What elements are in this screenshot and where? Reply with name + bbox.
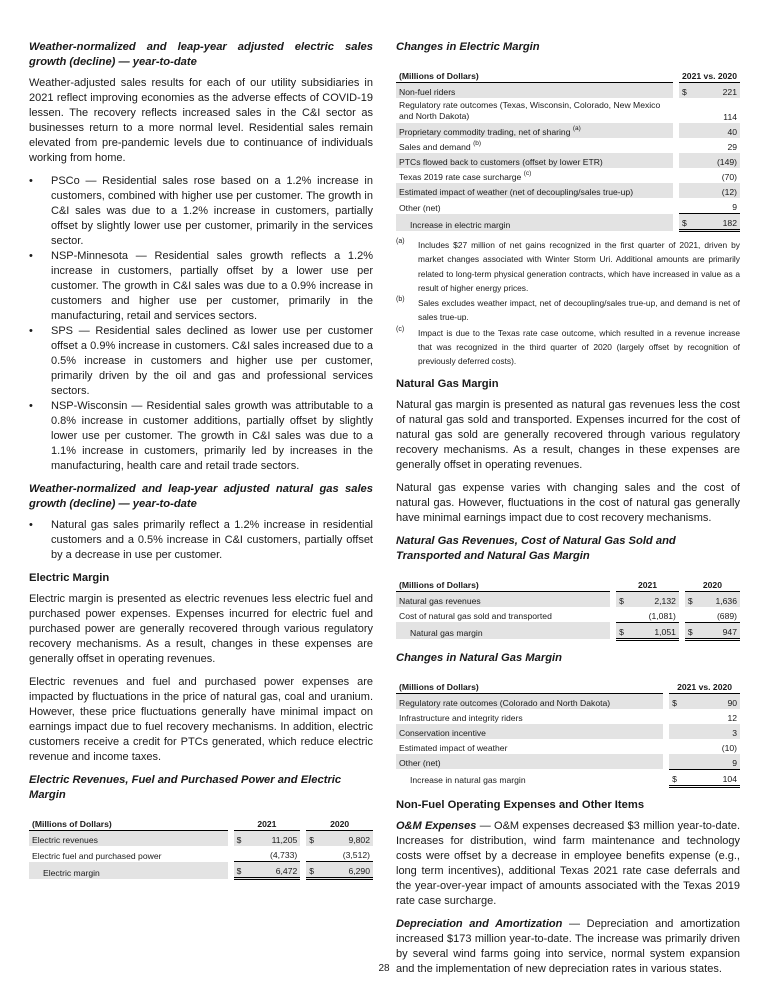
column-header-label: (Millions of Dollars) <box>29 815 228 831</box>
value-2021: 6,472 <box>252 862 301 879</box>
table-row: Electric revenues $ 11,205 $ 9,802 <box>29 831 373 847</box>
row-value: 40 <box>697 123 740 138</box>
electric-margin-heading: Electric Margin <box>29 572 110 584</box>
column-header-2021: 2021 <box>234 815 301 831</box>
value-2021: (4,733) <box>252 846 301 862</box>
row-value: 3 <box>687 724 740 739</box>
column-header-2020: 2020 <box>685 576 740 592</box>
om-expenses-para: O&M Expenses — O&M expenses decreased $3 million year-to-date. Increases for distribution, wind farm maintenance and technology costs were offset by a decrease in employee benefits expense (e.g., long term incentives), additional Texas 2021 rate case deferrals and the year-over-year impact of amounts associated with the Texas 2019 rate case surcharge. <box>396 819 740 907</box>
value-2021: 11,205 <box>252 831 301 847</box>
column-header-2020: 2020 <box>306 815 373 831</box>
table-row <box>396 709 740 724</box>
row-label: Conservation incentive <box>396 724 663 739</box>
row-label: Electric fuel and purchased power <box>32 850 162 861</box>
depreciation-para: Depreciation and Amortization — Depreciation and amortization increased $173 million year-to-date. The increase was primarily driven by several wind farms going into service, normal system expansion and the implementation of new depreciation rates in various states. <box>396 917 741 975</box>
row-label: PTCs flowed back to customers (offset by lower ETR) <box>396 153 673 168</box>
row-value: (10) <box>721 742 737 753</box>
gas-sales-bullet-list <box>29 518 373 563</box>
row-value: (12) <box>697 183 740 198</box>
table-total-row: Electric margin $ 6,472 $ 6,290 <box>29 862 373 879</box>
row-label: Other (net) <box>396 754 663 770</box>
row-label: Proprietary commodity trading, net of sharing $^{(a)}$ <box>396 123 673 138</box>
bullet-nsp-minnesota: • NSP-Minnesota — Residential sales growth reflects a 1.2% increase in customers, partially offset by a lower use per customer. The growth in C&I sales was due to a 0.9% increase in customers and higher use per customer, primarily in the manufacturing, retail and services sectors. <box>29 250 373 322</box>
table-row <box>396 138 740 153</box>
bullet-icon: • <box>29 250 33 262</box>
gas-margin-table <box>396 576 740 641</box>
table-total-row: Natural gas margin $ 1,051 $ 947 <box>396 622 740 639</box>
table-row: Natural gas revenues $ 2,132 $ 1,636 <box>396 591 740 607</box>
column-header-label: (Millions of Dollars) <box>396 576 610 592</box>
table-header-row <box>396 576 740 592</box>
table-row <box>396 198 740 214</box>
row-value: 90 <box>687 693 740 709</box>
row-value: 182 <box>697 214 740 231</box>
column-header-2021: 2021 <box>616 576 679 592</box>
om-expenses-lead: O&M Expenses <box>396 819 477 832</box>
footnote-ref-b: (b) <box>473 140 482 147</box>
electric-sales-intro: Weather-adjusted sales results for each of our utility subsidiaries in 2021 reflect improving economies as the adverse effects of COVID-19 lessen. The recovery reflects increased sales in the C&I sector as businesses return to a more normal level. Residential sales remain elevated from pre-pandemic levels due to continuance of individuals working from home. <box>29 77 373 164</box>
footnote-a: (a) Includes $27 million of net gains recognized in the first quarter of 2021, driven by market changes associated with Winter Storm Uri. Additional amounts are primarily related to long-term physical generation contracts, which have increased in value as a result of higher energy prices. <box>396 238 740 293</box>
column-header-label: (Millions of Dollars) <box>396 678 663 694</box>
value-2020: 947 <box>703 622 740 639</box>
changes-gas-margin-table <box>396 678 740 788</box>
electric-margin-footnotes <box>396 238 740 369</box>
row-value: (149) <box>697 153 740 168</box>
table-row: Non-fuel riders $ 221 <box>396 83 740 99</box>
table-row <box>396 153 740 168</box>
row-value: 9 <box>697 198 740 214</box>
electric-sales-growth-heading: Weather-normalized and leap-year adjusted electric sales growth (decline) — year-to-date <box>29 41 373 68</box>
table-row <box>396 168 740 183</box>
value-2020: 6,290 <box>324 862 373 879</box>
column-header-comparison: 2021 vs. 2020 <box>679 67 740 83</box>
table-row <box>396 739 740 754</box>
row-label: Texas 2019 rate case surcharge $^{(c)}$ <box>399 170 532 182</box>
footnote-ref-c: (c) <box>523 170 532 177</box>
row-label: Cost of natural gas sold and transported <box>399 611 552 622</box>
bullet-sps: • SPS — Residential sales declined as lower use per customer offset a 0.9% increase in customers. C&I sales increased due to a 0.5% increase in customers and higher use per customer, primarily driven by the oil and gas and professional services sectors. <box>29 325 373 397</box>
table-row <box>396 724 740 739</box>
row-label: Electric margin <box>29 862 228 879</box>
row-value: 12 <box>727 712 737 723</box>
natural-gas-margin-heading: Natural Gas Margin <box>396 377 499 390</box>
row-label: Regulatory rate outcomes (Colorado and North Dakota) <box>396 693 663 709</box>
bullet-psco: • PSCo — Residential sales rose based on a 1.2% increase in customers, combined with higher use per customer. The growth in C&I sales was due to a 1.2% increase in customers, partially offset by slightly lower use per customer, primarily in the services sector. <box>29 175 373 247</box>
row-label: Other (net) <box>399 202 441 213</box>
table-row <box>396 754 740 770</box>
bullet-icon: • <box>29 400 33 412</box>
changes-electric-margin-title: Changes in Electric Margin <box>396 41 540 53</box>
row-value: 104 <box>687 769 740 786</box>
table-header-row <box>396 67 740 83</box>
non-fuel-expenses-heading: Non-Fuel Operating Expenses and Other Items <box>396 798 645 811</box>
row-label: Estimated impact of weather <box>399 742 508 753</box>
footnote-c: (c) Impact is due to the Texas rate case outcome, which resulted in a revenue increase that was recognized in the third quarter of 2020 (largely offset by recognition of previously deferred costs). <box>396 325 740 367</box>
row-value: 9 <box>687 754 740 770</box>
footnote-b: (b) Sales excludes weather impact, net of decoupling/sales true-up, and demand is net of sales true-up. <box>396 296 740 323</box>
bullet-icon: • <box>29 175 33 187</box>
row-value: 114 <box>723 112 737 122</box>
row-label: Non-fuel riders <box>396 83 673 99</box>
table-row <box>396 183 740 198</box>
footnote-ref-a: (a) <box>572 125 581 132</box>
row-label: Natural gas revenues <box>396 591 610 607</box>
value-2020: 9,802 <box>324 831 373 847</box>
electric-margin-para-1: Electric margin is presented as electric revenues less electric fuel and purchased power expenses. Expenses incurred for electric fuel and purchased power are generally recovered through various regulatory recovery mechanisms. As a result, changes in these expenses are generally offset in operating revenues. <box>29 593 373 665</box>
gas-sales-growth-heading: Weather-normalized and leap-year adjusted natural gas sales growth (decline) — year-to-date <box>29 483 373 510</box>
page-number: 28 <box>378 963 390 974</box>
electric-sales-bullet-list <box>29 174 373 474</box>
electric-margin-table <box>29 815 373 880</box>
value-2021: 1,051 <box>634 622 679 639</box>
table-total-row: Increase in electric margin $ 182 <box>396 214 740 231</box>
table-row <box>396 607 740 623</box>
value-2021: 2,132 <box>634 591 679 607</box>
table-row: Regulatory rate outcomes (Colorado and North Dakota) $ 90 <box>396 693 740 709</box>
value-2020: 1,636 <box>703 591 740 607</box>
row-label: Regulatory rate outcomes (Texas, Wisconsin, Colorado, New Mexico and North Dakota) <box>399 100 661 121</box>
table-header-row <box>396 678 740 694</box>
table-header-row <box>29 815 373 831</box>
table-row <box>29 846 373 862</box>
changes-electric-margin-table <box>396 67 740 232</box>
gas-margin-table-title: Natural Gas Revenues, Cost of Natural Gas Sold and Transported and Natural Gas Margin <box>396 534 676 562</box>
table-row <box>396 98 740 123</box>
row-label: Increase in electric margin <box>396 214 673 231</box>
row-label: Natural gas margin <box>396 622 610 639</box>
gas-margin-para-1: Natural gas margin is presented as natural gas revenues less the cost of natural gas sold and transported. Expenses incurred for the cost of natural gas sold are generally recovered through various regulatory recovery mechanisms. As a result, changes in these expenses are generally offset in operating revenues. <box>396 398 740 471</box>
column-header-label: (Millions of Dollars) <box>396 67 673 83</box>
electric-margin-para-2: Electric revenues and fuel and purchased power expenses are impacted by fluctuations in the price of natural gas, coal and uranium. However, these price fluctuations generally have minimal impact on earnings impact due to fuel recovery mechanisms. In addition, electric customers receive a credit for PTCs generated, which reduce electric revenue and income taxes. <box>29 676 373 763</box>
row-label: Sales and demand $^{(b)}$ <box>399 140 482 152</box>
gas-margin-para-2: Natural gas expense varies with changing sales and the cost of natural gas. However, fluctuations in the cost of natural gas generally have minimal earnings impact due to cost recovery mechanisms. <box>396 481 740 524</box>
table-total-row: Increase in natural gas margin $ 104 <box>396 769 740 786</box>
bullet-nsp-wisconsin: • NSP-Wisconsin — Residential sales growth was attributable to a 0.8% increase in customer additions, partially offset by slightly lower use per customer. The growth in C&I sales was due to a 1.1% increase in customers, primarily led by increases in the manufacturing, health care and retail trade sectors. <box>29 400 373 472</box>
bullet-natural-gas: • Natural gas sales primarily reflect a 1.2% increase in residential customers and a 0.5% increase in C&I customers, partially offset by a decrease in use per customer. <box>29 519 373 561</box>
depreciation-lead: Depreciation and Amortization <box>396 917 563 930</box>
left-column <box>29 40 373 890</box>
row-value: (70) <box>721 172 737 182</box>
row-value: 221 <box>697 83 740 99</box>
row-value: 29 <box>727 142 737 152</box>
electric-margin-table-title: Electric Revenues, Fuel and Purchased Power and Electric Margin <box>29 774 342 801</box>
row-label: Electric revenues <box>29 831 228 847</box>
value-2020: (689) <box>703 607 740 623</box>
bullet-icon: • <box>29 325 33 337</box>
row-label: Increase in natural gas margin <box>410 775 526 786</box>
bullet-icon: • <box>29 519 33 531</box>
changes-gas-margin-title: Changes in Natural Gas Margin <box>396 651 562 664</box>
column-header-comparison: 2021 vs. 2020 <box>669 678 740 694</box>
value-2021: (1,081) <box>634 607 679 623</box>
value-2020: (3,512) <box>324 846 373 862</box>
row-label: Estimated impact of weather (net of decoupling/sales true-up) <box>396 183 673 198</box>
table-row <box>396 123 740 138</box>
right-column <box>396 40 740 985</box>
row-label: Infrastructure and integrity riders <box>399 712 523 723</box>
